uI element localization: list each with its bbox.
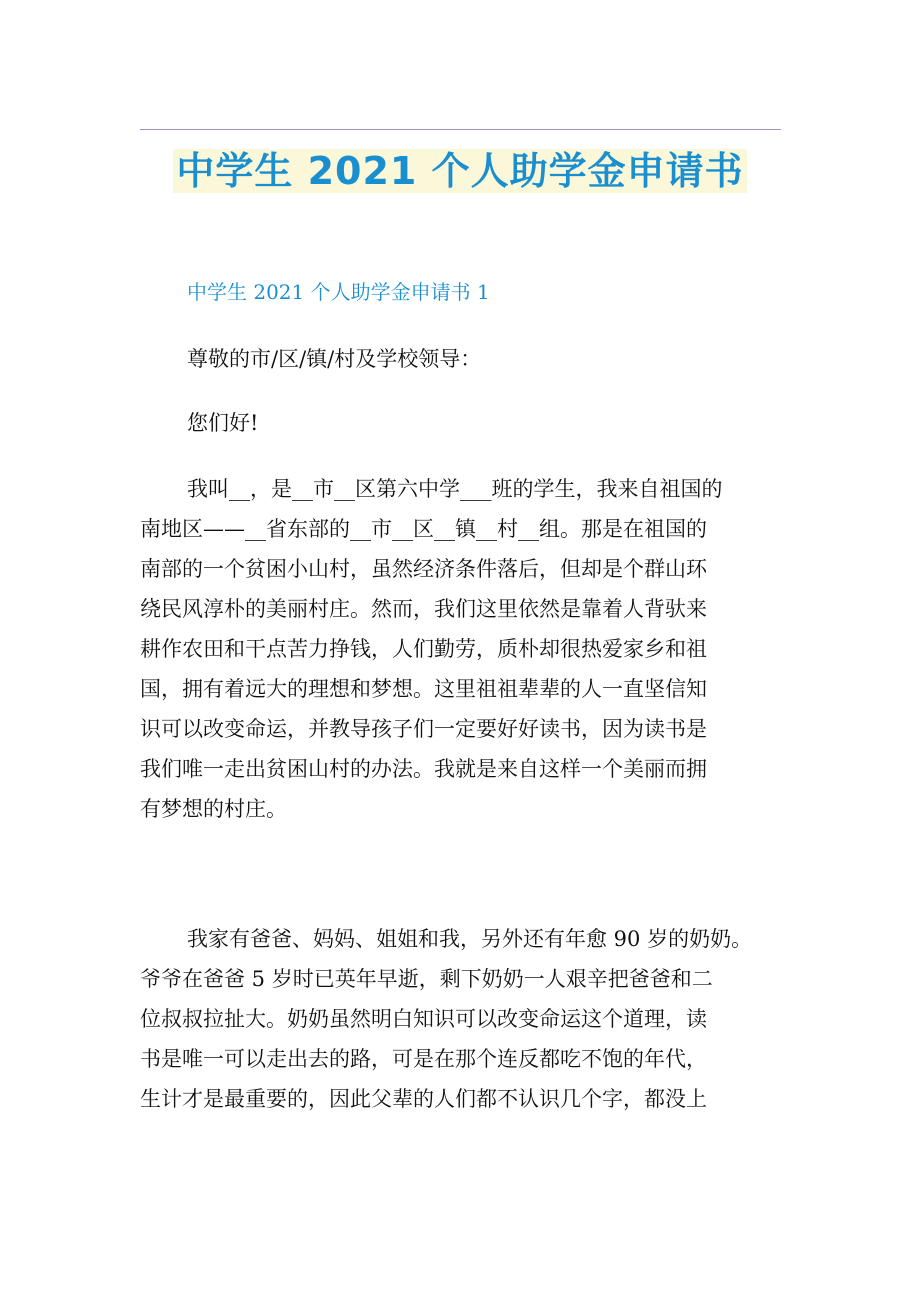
salutation-text: 尊敬的市/区/镇/村及学校领导： [187, 347, 482, 371]
paragraph-line: 生计才是最重要的，因此父辈的人们都不认识几个字，都没上 [140, 1087, 707, 1111]
paragraph-line: 书是唯一可以走出去的路，可是在那个连反都吃不饱的年代， [140, 1047, 707, 1071]
salutation [140, 339, 800, 379]
paragraph-line: 南部的一个贫困小山村，虽然经济条件落后，但却是个群山环 [140, 557, 707, 581]
paragraph-line: 位叔叔拉扯大。奶奶虽然明白知识可以改变命运这个道理，读 [140, 1007, 707, 1031]
paragraph-line: 我们唯一走出贫困山村的办法。我就是来自这样一个美丽而拥 [140, 757, 707, 781]
paragraph-line: 耕作农田和干点苦力挣钱，人们勤劳，质朴却很热爱家乡和祖 [140, 637, 707, 661]
greeting [140, 403, 800, 443]
section-heading: 中学生 2021 个人助学金申请书 1 [187, 280, 490, 304]
paragraph-line: 爷爷在爸爸 5 岁时已英年早逝，剩下奶奶一人艰辛把爸爸和二 [140, 967, 713, 991]
header-rule [140, 129, 781, 130]
paragraph-line: 南地区——__省东部的__市__区__镇__村__组。那是在祖国的 [140, 517, 707, 541]
greeting-text: 您们好! [187, 411, 259, 435]
paragraph-2 [140, 919, 800, 1119]
paragraph-1 [140, 469, 800, 829]
document-title-text: 中学生 2021 个人助学金申请书 [173, 149, 746, 193]
document-title [0, 142, 920, 200]
paragraph-line: 绕民风淳朴的美丽村庄。然而，我们这里依然是靠着人背驮来 [140, 597, 707, 621]
paragraph-line: 国，拥有着远大的理想和梦想。这里祖祖辈辈的人一直坚信知 [140, 677, 707, 701]
paragraph-line: 我叫__，是__市__区第六中学___班的学生，我来自祖国的 [187, 477, 723, 501]
paragraph-line: 我家有爸爸、妈妈、姐姐和我，另外还有年愈 90 岁的奶奶。 [187, 927, 753, 951]
paragraph-line: 有梦想的村庄。 [140, 797, 287, 821]
paragraph-line: 识可以改变命运，并教导孩子们一定要好好读书，因为读书是 [140, 717, 707, 741]
